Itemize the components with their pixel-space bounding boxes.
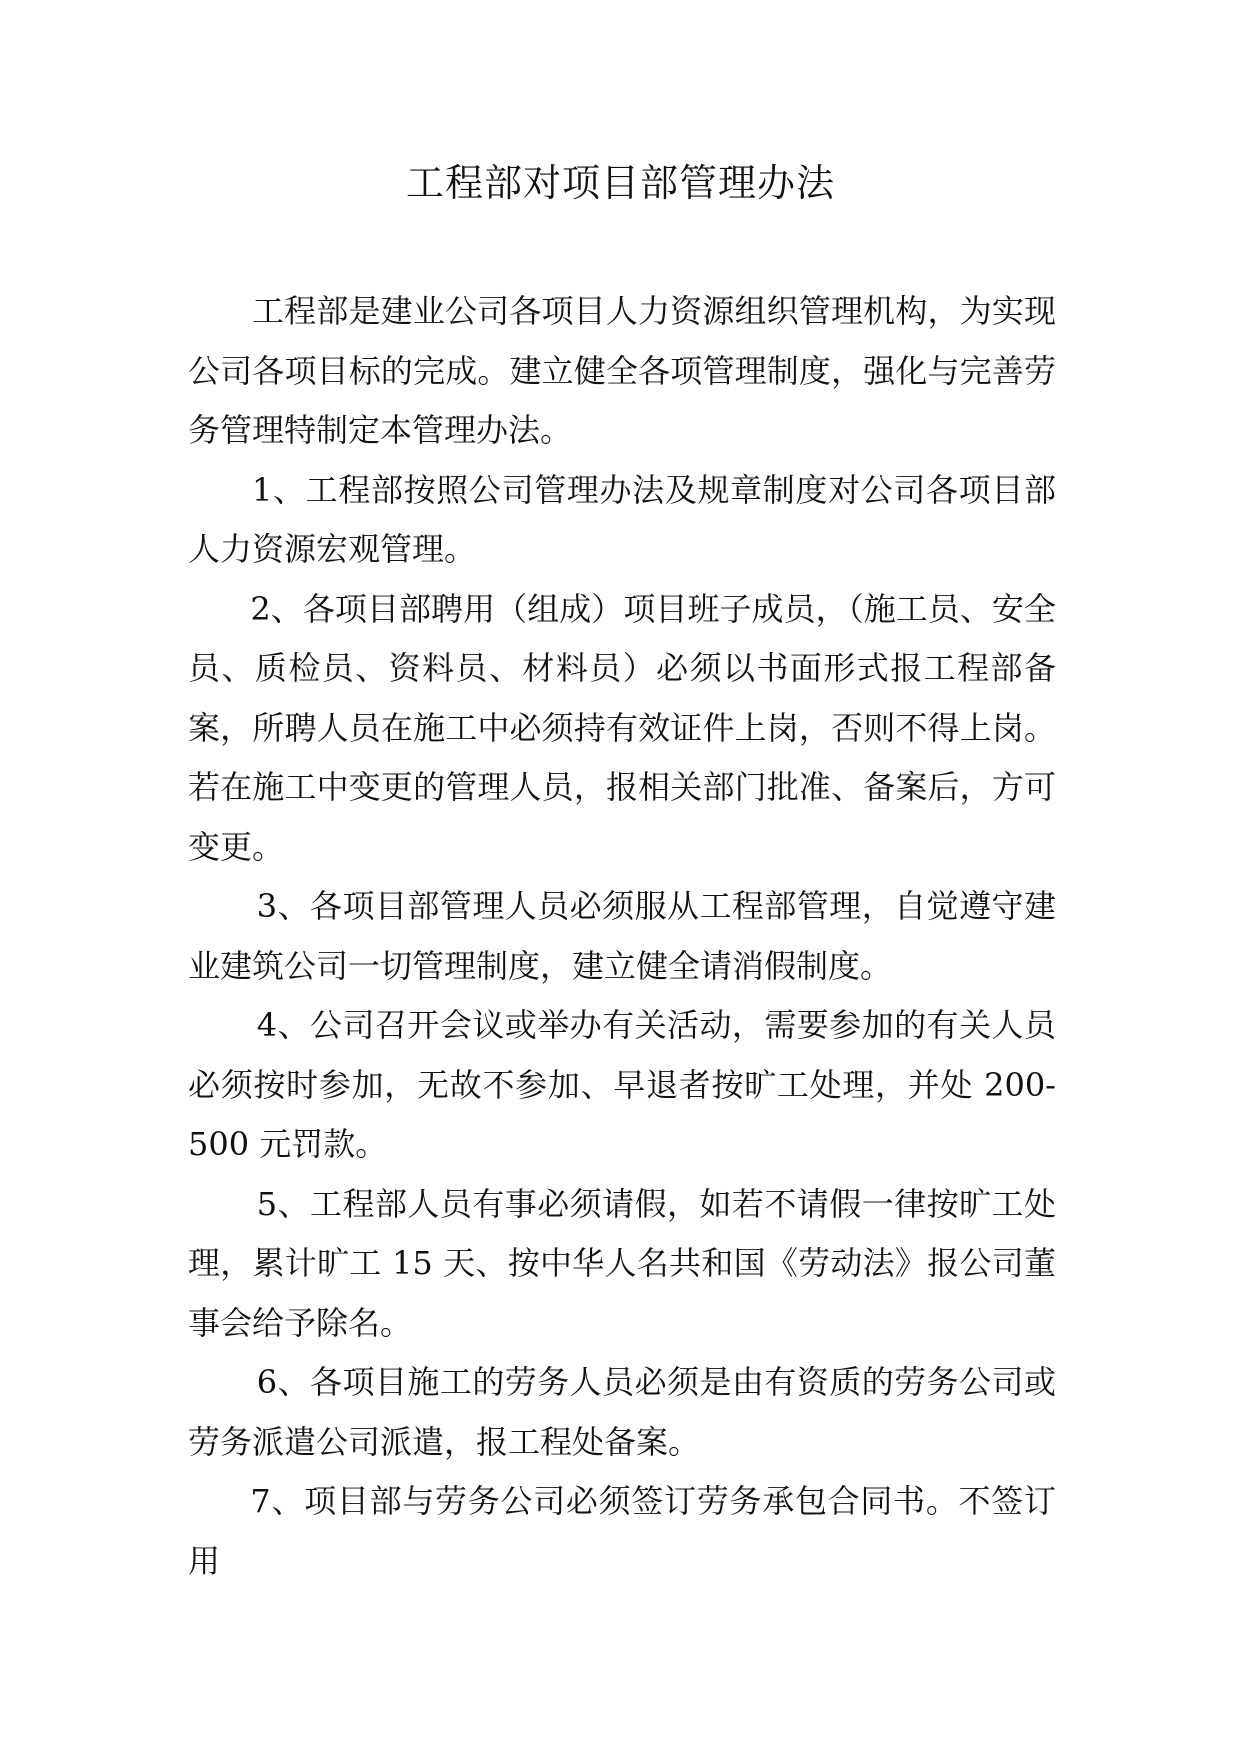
- document-title: 工程部对项目部管理办法: [405, 161, 835, 205]
- paragraph-item-5: 5、工程部人员有事必须请假，如若不请假一律按旷工处理，累计旷工 15 天、按中华人名共和国《劳动法》报公司董事会给予除名。: [188, 1184, 1056, 1342]
- paragraph-item-3: 3、各项目部管理人员必须服从工程部管理，自觉遵守建业建筑公司一切管理制度，建立健全请消假制度。: [188, 887, 1056, 985]
- paragraph-item-4: 4、公司召开会议或举办有关活动，需要参加的有关人员必须按时参加，无故不参加、早退者按旷工处理，并处 200-500 元罚款。: [188, 1006, 1056, 1163]
- document-body: [188, 282, 1056, 1591]
- paragraph-item-1: 1、工程部按照公司管理办法及规章制度对公司各项目部人力资源宏观管理。: [188, 470, 1056, 568]
- paragraph-item-6: 6、各项目施工的劳务人员必须是由有资质的劳务公司或劳务派遣公司派遣，报工程处备案。: [188, 1363, 1056, 1461]
- paragraph-item-7: 7、项目部与劳务公司必须签订劳务承包合同书。不签订用: [188, 1482, 1056, 1580]
- paragraph-intro: 工程部是建业公司各项目人力资源组织管理机构，为实现公司各项目标的完成。建立健全各项管理制度，强化与完善劳务管理特制定本管理办法。: [188, 292, 1056, 449]
- paragraph-item-2: 2、各项目部聘用（组成）项目班子成员，（施工员、安全员、质检员、资料员、材料员）必须以书面形式报工程部备案，所聘人员在施工中必须持有效证件上岗，否则不得上岗。若在施工中变更的管理人员，报相关部门批准、备案后，方可变更。: [188, 589, 1056, 866]
